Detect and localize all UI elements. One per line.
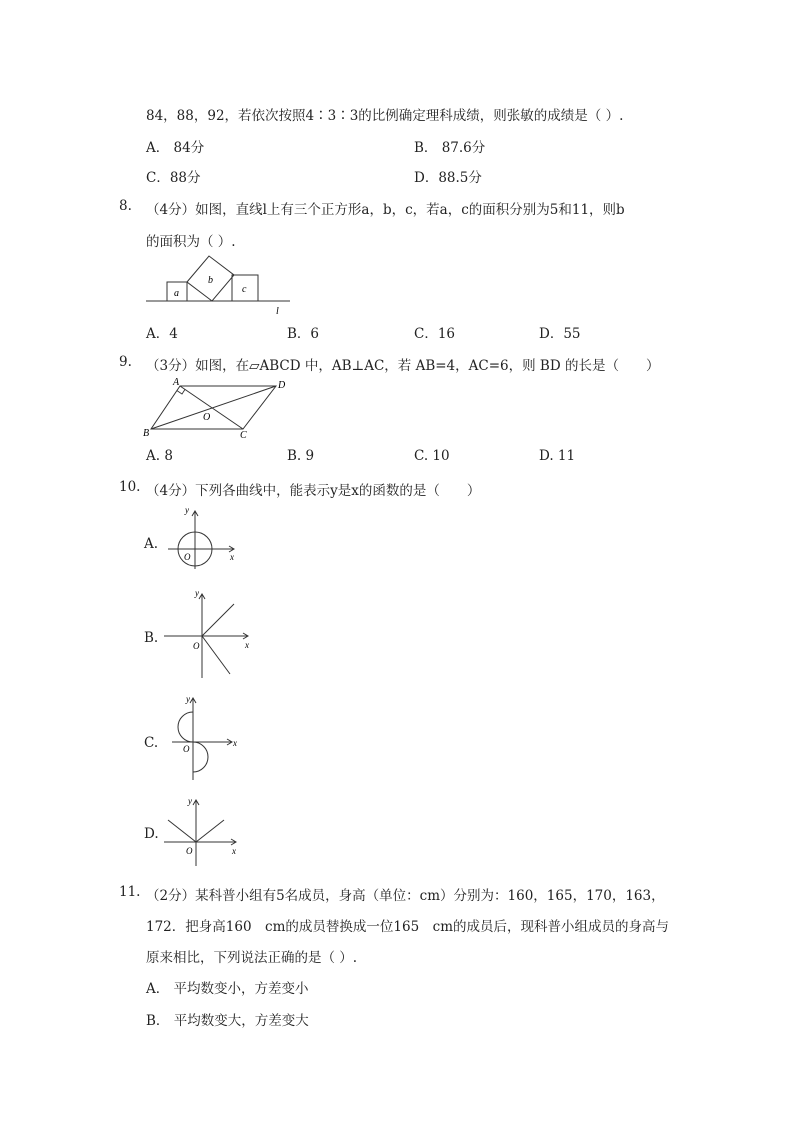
q7-stem: 84，88，92，若依次按照4∶3∶3的比例确定理科成绩，则张敏的成绩是（ ）. [146,108,624,124]
q8-stem-line1: （4分）如图，直线l上有三个正方形a，b，c，若a，c的面积分别为5和11，则b [146,202,625,218]
q7-option-b[interactable]: B． 87.6分 [414,140,486,156]
q9-option-d[interactable]: D. 11 [539,448,576,464]
q10-b-origin-label: O [193,641,200,651]
q10-a-x-label: x [230,552,234,562]
q9-label-c: C [240,430,247,440]
q10-c-y-label: y [186,694,190,704]
q10-b-y-label: y [195,588,199,598]
q10-option-c-label[interactable]: C. [144,735,159,751]
q9-label-d: D [278,380,286,391]
q10-d-origin-label: O [186,846,193,856]
q10-option-d-graph[interactable] [160,794,245,869]
q11-option-b[interactable]: B． 平均数变大，方差变大 [146,1013,309,1029]
q10-option-a-graph[interactable] [160,503,245,573]
q8-option-c[interactable]: C．16 [414,326,456,342]
q10-stem: （4分）下列各曲线中，能表示y是x的函数的是（ ） [146,483,481,499]
q10-d-y-label: y [188,796,192,806]
q9-parallelogram-figure [140,374,290,440]
q9-label-o: O [203,412,211,423]
q11-stem-line3: 原来相比，下列说法正确的是（ ）. [146,950,358,966]
q11-stem-line2: 172．把身高160 cm的成员替换成一位165 cm的成员后，现科普小组成员的身高与 [146,919,670,935]
q8-option-a[interactable]: A．4 [146,326,178,342]
q10-option-b-label[interactable]: B. [144,630,159,646]
q10-d-x-label: x [232,846,236,856]
q8-option-b[interactable]: B．6 [287,326,320,342]
q8-label-b: b [208,275,213,286]
q7-option-a[interactable]: A． 84分 [146,140,205,156]
q7-option-c[interactable]: C．88分 [146,170,201,186]
q11-stem-line1: （2分）某科普小组有5名成员，身高（单位：cm）分别为：160，165，170，163， [146,888,665,904]
q10-a-y-label: y [185,505,189,515]
q10-b-x-label: x [245,640,249,650]
q11-option-a[interactable]: A． 平均数变小，方差变小 [146,981,309,997]
q8-option-d[interactable]: D．55 [539,326,581,342]
q8-label-a: a [174,288,179,299]
q7-option-d[interactable]: D．88.5分 [414,170,482,186]
q10-option-a-label[interactable]: A. [144,536,159,552]
q9-option-c[interactable]: C. 10 [414,448,450,464]
q10-c-x-label: x [233,738,237,748]
q10-option-c-graph[interactable] [160,692,245,787]
q10-number: 10. [119,479,141,495]
q8-number: 8. [119,198,132,214]
q11-number: 11. [119,884,141,900]
q9-stem: （3分）如图，在▱ABCD 中，AB⊥AC，若 AB=4，AC=6，则 BD 的长是（ ） [146,358,660,374]
q8-label-l: l [276,306,279,317]
q10-option-d-label[interactable]: D. [144,826,159,842]
q9-option-b[interactable]: B. 9 [287,448,315,464]
q9-number: 9. [119,354,132,370]
q10-a-origin-label: O [184,552,191,562]
q8-label-c: c [242,284,247,295]
q8-stem-line2: 的面积为（ ）. [146,234,236,250]
q10-option-b-graph[interactable] [160,588,255,683]
q10-c-origin-label: O [183,744,190,754]
q8-squares-figure [140,252,300,318]
q9-label-a: A [173,377,180,388]
q9-label-b: B [143,428,150,439]
q9-option-a[interactable]: A. 8 [146,448,173,464]
